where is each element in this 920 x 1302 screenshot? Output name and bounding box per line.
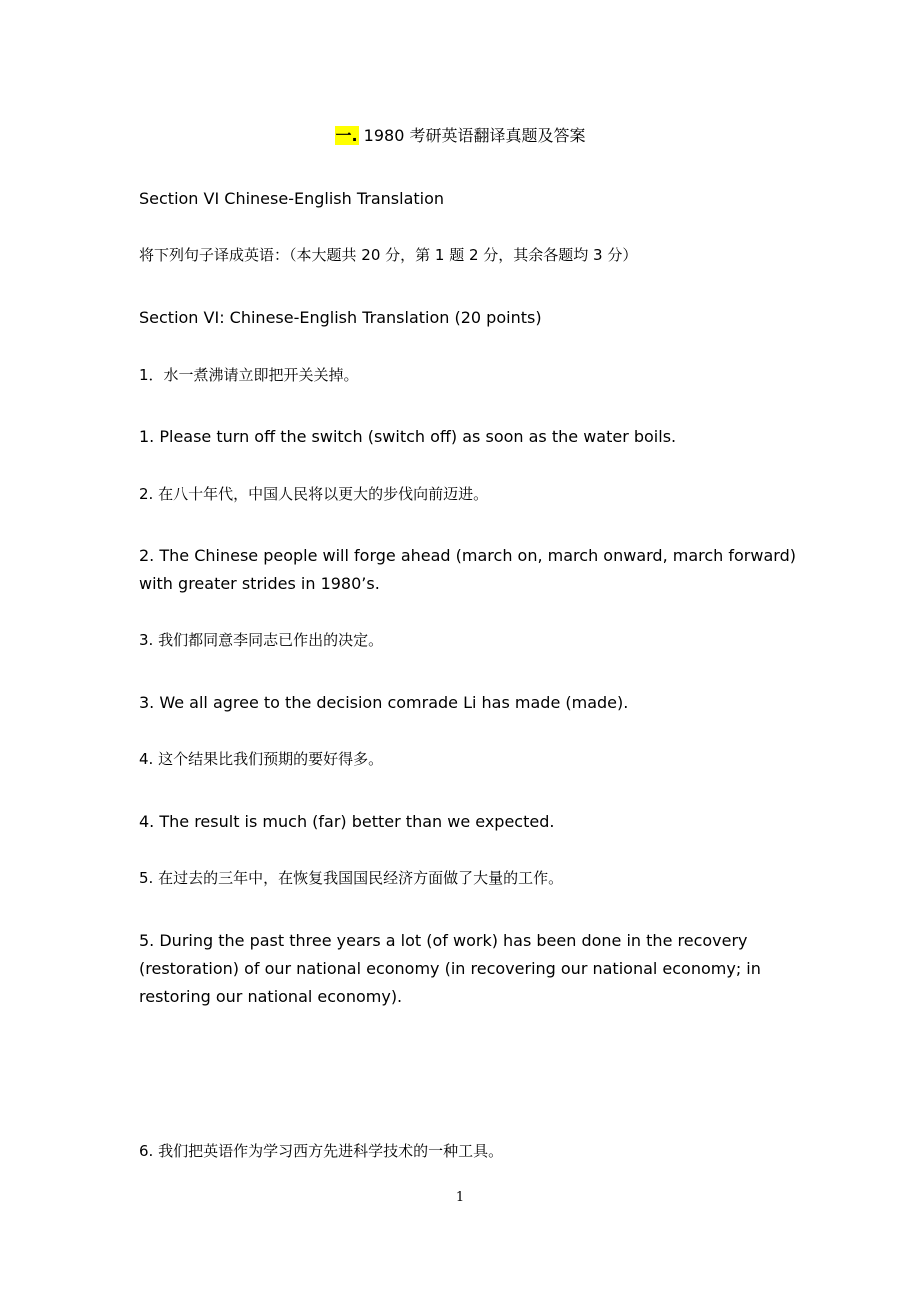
answer-5-english: 5. During the past three years a lot (of work) has been done in the recovery (restoration) of our national economy (in recovering our national economy; in restoring our national economy). xyxy=(139,931,761,1006)
question-3-chinese: 3. 我们都同意李同志已作出的决定。 xyxy=(139,631,384,649)
section-heading: Section VI Chinese-English Translation xyxy=(139,189,445,208)
instruction-text: 将下列句子译成英语：（本大题共 20 分，第 1 题 2 分，其余各题均 3 分） xyxy=(139,246,638,264)
answer-3-english: 3. We all agree to the decision comrade Li has made (made). xyxy=(139,693,629,712)
title-marker: 一. xyxy=(335,126,358,145)
question-4-chinese: 4. 这个结果比我们预期的要好得多。 xyxy=(139,750,384,768)
question-1-chinese: 1．水一煮沸请立即把开关关掉。 xyxy=(139,366,359,384)
question-5-chinese: 5. 在过去的三年中，在恢复我国国民经济方面做了大量的工作。 xyxy=(139,869,564,887)
section-heading-2: Section VI: Chinese-English Translation (20 points) xyxy=(139,308,542,327)
title-text: 1980 考研英语翻译真题及答案 xyxy=(358,126,586,145)
document-title xyxy=(0,123,920,149)
question-6-chinese: 6. 我们把英语作为学习西方先进科学技术的一种工具。 xyxy=(139,1142,504,1160)
question-2-chinese: 2. 在八十年代，中国人民将以更大的步伐向前迈进。 xyxy=(139,485,489,503)
answer-4-english: 4. The result is much (far) better than we expected. xyxy=(139,812,555,831)
answer-2-english: 2. The Chinese people will forge ahead (march on, march onward, march forward) with greater strides in 1980’s. xyxy=(139,546,796,593)
answer-1-english: 1. Please turn off the switch (switch off) as soon as the water boils. xyxy=(139,427,677,446)
page-number: 1 xyxy=(455,1190,465,1205)
